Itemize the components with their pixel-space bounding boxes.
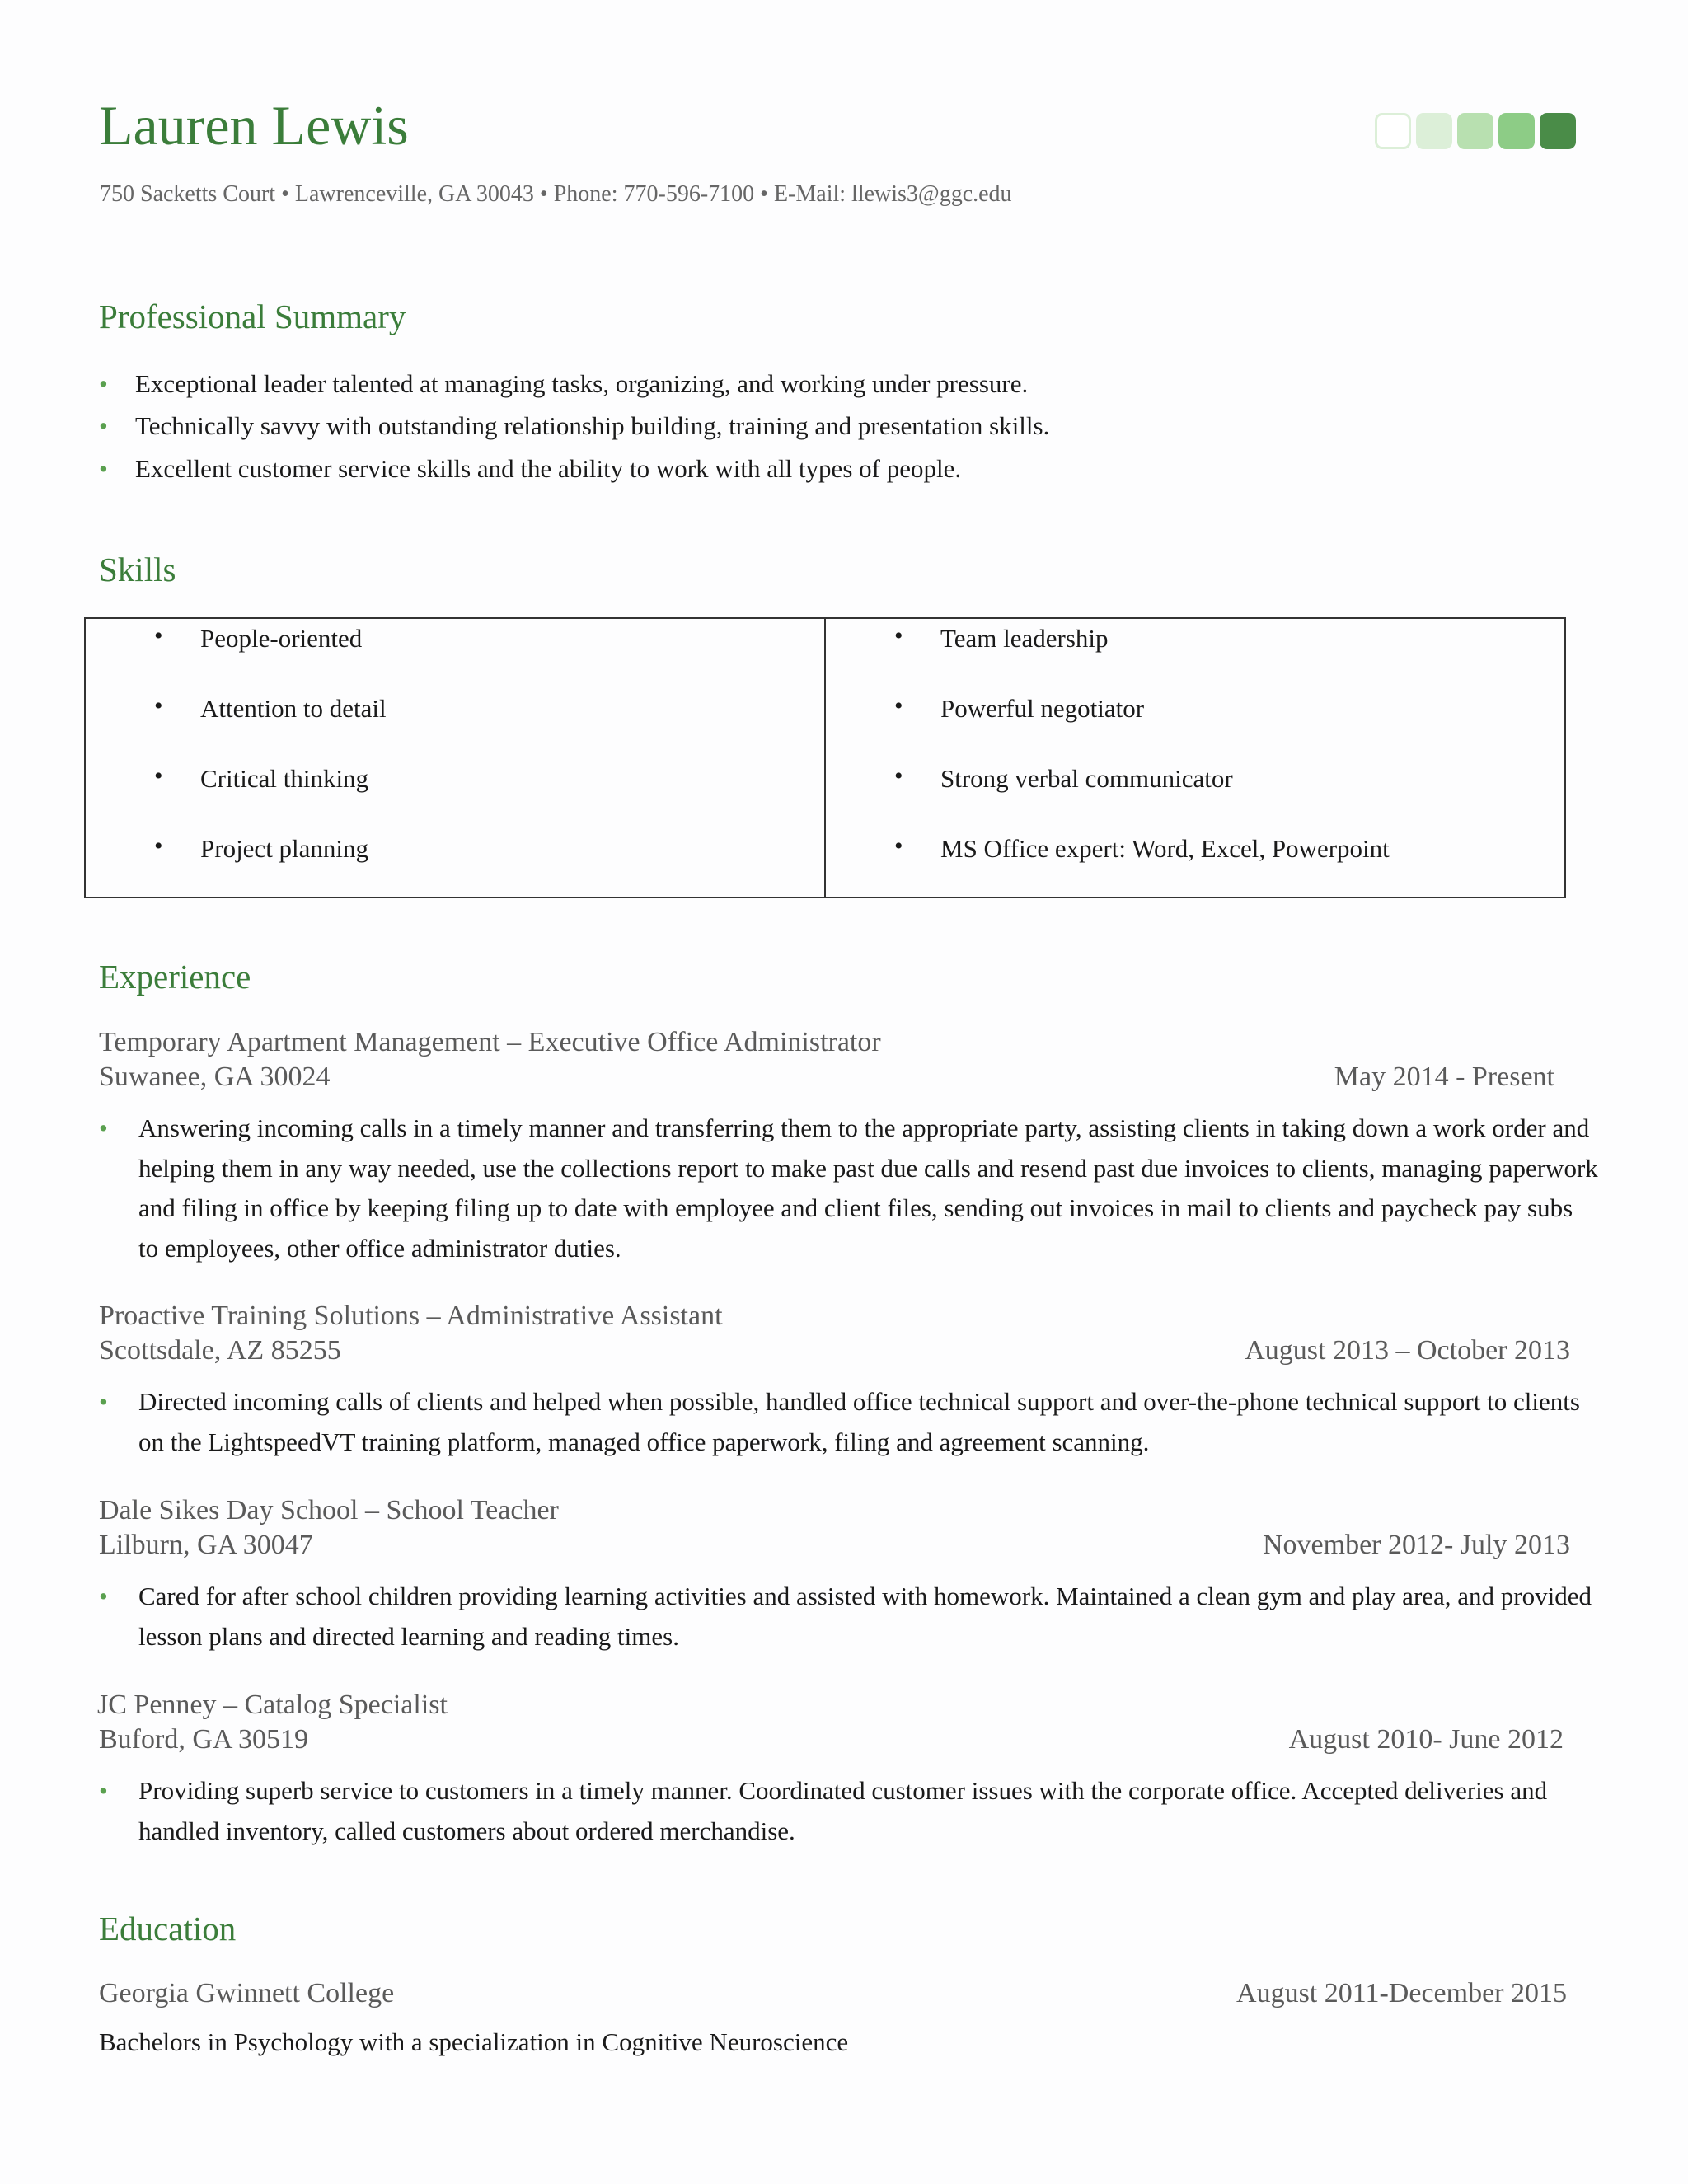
education-degree: Bachelors in Psychology with a specialization in Cognitive Neuroscience [99,2027,849,2056]
job-description: • Cared for after school children providing learning activities and assisted with homework. Maintained a clean gym and play area, and provided lesson plans and directed learning and reading times. [99,1577,1599,1657]
education-dates: August 2011-December 2015 [1236,1978,1567,2008]
color-swatch-group [1375,113,1576,149]
bullet-icon: • [154,832,163,860]
section-title-summary: Professional Summary [99,298,406,335]
skills-column-left [86,619,826,897]
skills-table [84,617,1566,898]
section-title-education: Education [99,1910,237,1947]
bullet-icon: • [154,622,163,649]
bullet-icon: • [99,1582,108,1610]
bullet-icon: • [99,1113,108,1142]
skill-item: • Critical thinking [154,762,369,793]
job-location: Scottsdale, AZ 85255 [99,1335,341,1366]
bullet-icon: • [154,692,163,719]
section-title-skills: Skills [99,551,176,588]
job-description: • Providing superb service to customers in a timely manner. Coordinated customer issues with the corporate office. Accepted deliveries and handled inventory, called customers about ordered merchandise. [99,1771,1599,1851]
job-description: • Directed incoming calls of clients and helped when possible, handled office technical support and over-the-phone technical support to clients on the LightspeedVT training platform, managed office paperwork, filing and agreement scanning. [99,1382,1599,1462]
job-title: JC Penney – Catalog Specialist [97,1690,448,1720]
job-dates: November 2012- July 2013 [1262,1530,1570,1560]
job-location: Suwanee, GA 30024 [99,1062,331,1092]
job-title: Temporary Apartment Management – Executive Office Administrator [99,1027,881,1057]
summary-item: • Excellent customer service skills and the ability to work with all types of people. [99,454,962,483]
summary-item: • Exceptional leader talented at managing tasks, organizing, and working under pressure. [99,369,1029,398]
skills-column-right [826,619,1564,897]
color-swatch [1375,113,1411,149]
job-title: Proactive Training Solutions – Administrative Assistant [99,1301,723,1331]
bullet-icon: • [894,762,903,790]
bullet-icon: • [154,762,163,790]
bullet-icon: • [99,1387,108,1416]
skill-item: • People-oriented [154,622,363,653]
job-dates: August 2013 – October 2013 [1245,1335,1570,1366]
skill-item: • MS Office expert: Word, Excel, Powerpoint [894,832,1390,863]
bullet-icon: • [99,411,108,440]
color-swatch [1416,113,1452,149]
contact-line: 750 Sacketts Court • Lawrenceville, GA 30043 • Phone: 770-596-7100 • E-Mail: llewis3@ggc.edu [100,181,1012,207]
color-swatch [1540,113,1576,149]
summary-item: • Technically savvy with outstanding relationship building, training and presentation skills. [99,411,1050,440]
job-dates: August 2010- June 2012 [1288,1724,1564,1755]
job-title: Dale Sikes Day School – School Teacher [99,1495,559,1526]
bullet-icon: • [99,454,108,483]
bullet-icon: • [99,1776,108,1805]
job-dates: May 2014 - Present [1334,1062,1554,1092]
color-swatch [1457,113,1493,149]
section-title-experience: Experience [99,958,251,996]
skill-item: • Team leadership [894,622,1109,653]
skill-item: • Powerful negotiator [894,692,1145,723]
education-school: Georgia Gwinnett College [99,1978,395,2008]
skill-item: • Attention to detail [154,692,387,723]
job-description: • Answering incoming calls in a timely manner and transferring them to the appropriate party, assisting clients in taking down a work order and helping them in any way needed, use the collections report to make past due calls and resend past due invoices to clients, managing paperwork and filing in office by keeping filing up to date with employee and client files, sending out invoices in mail to clients and paycheck pay subs to employees, other office administrator duties. [99,1108,1599,1268]
skill-item: • Strong verbal communicator [894,762,1233,793]
bullet-icon: • [894,832,903,860]
bullet-icon: • [894,692,903,719]
skill-item: • Project planning [154,832,369,863]
job-location: Buford, GA 30519 [99,1724,309,1755]
candidate-name: Lauren Lewis [99,94,409,157]
job-location: Lilburn, GA 30047 [99,1530,313,1560]
bullet-icon: • [894,622,903,649]
color-swatch [1498,113,1535,149]
bullet-icon: • [99,369,108,398]
